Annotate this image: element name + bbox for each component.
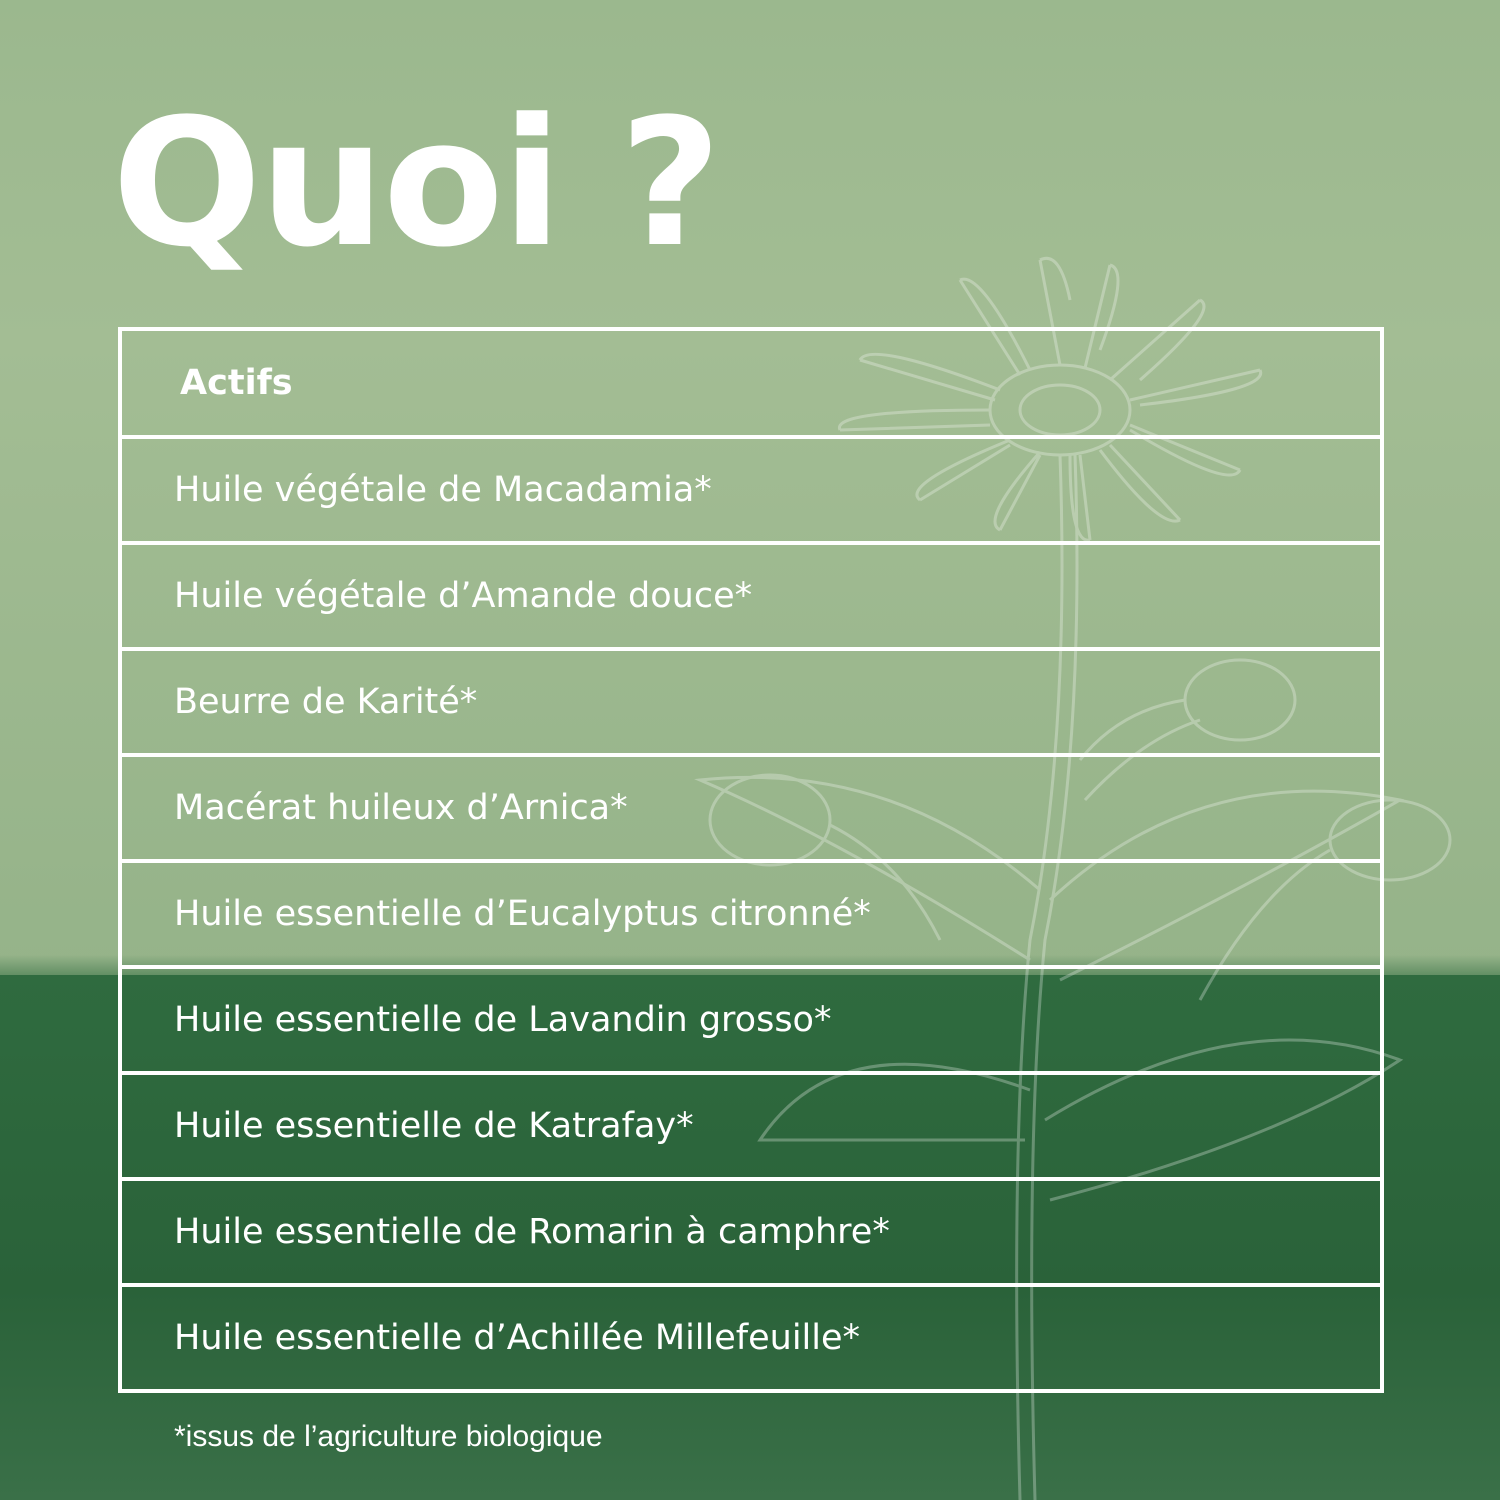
ingredient-name: Huile essentielle d’Achillée Millefeuille* [174, 1318, 861, 1358]
table-row [122, 753, 1380, 859]
table-header-row [122, 331, 1380, 435]
organic-footnote: *issus de l’agriculture biologique [174, 1420, 603, 1453]
table-row [122, 965, 1380, 1071]
ingredient-name: Beurre de Karité* [174, 682, 478, 722]
ingredients-table [118, 327, 1384, 1393]
ingredient-name: Macérat huileux d’Arnica* [174, 788, 628, 828]
table-row [122, 541, 1380, 647]
ingredient-name: Huile végétale d’Amande douce* [174, 576, 753, 616]
ingredient-name: Huile essentielle de Lavandin grosso* [174, 1000, 832, 1040]
table-row [122, 1177, 1380, 1283]
table-header: Actifs [180, 363, 293, 403]
page-title: Quoi ? [112, 81, 720, 286]
table-row [122, 435, 1380, 541]
table-row [122, 647, 1380, 753]
table-row [122, 1071, 1380, 1177]
table-row [122, 1283, 1380, 1389]
table-row [122, 859, 1380, 965]
ingredient-name: Huile essentielle de Romarin à camphre* [174, 1212, 890, 1252]
ingredient-name: Huile végétale de Macadamia* [174, 470, 712, 510]
ingredient-name: Huile essentielle d’Eucalyptus citronné* [174, 894, 871, 934]
ingredient-name: Huile essentielle de Katrafay* [174, 1106, 694, 1146]
